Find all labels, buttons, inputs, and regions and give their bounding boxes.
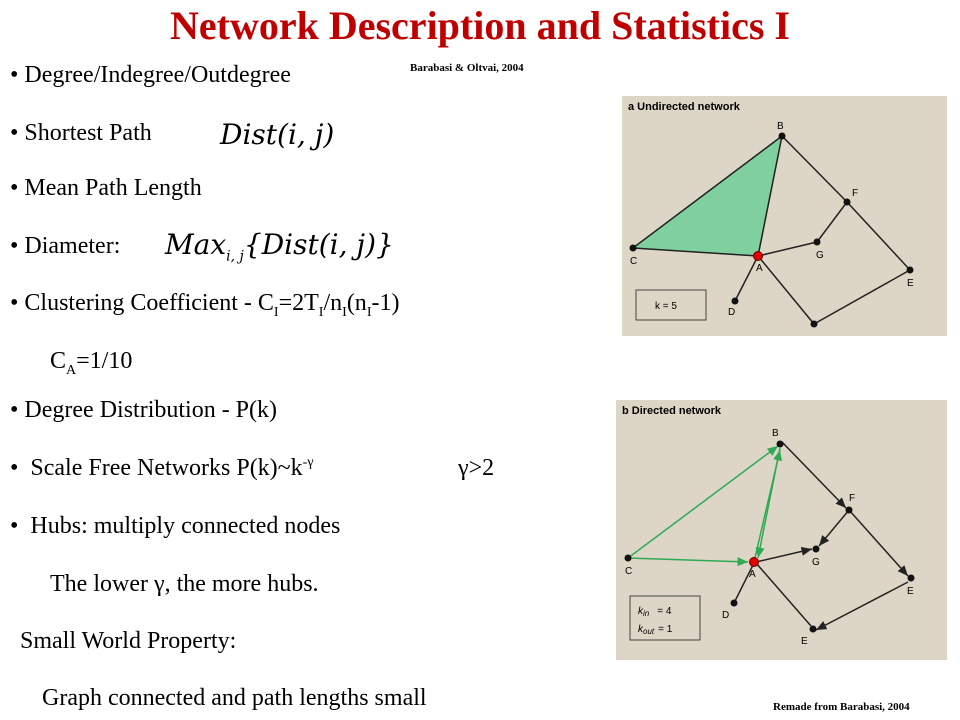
bullet-dot: • <box>10 290 19 316</box>
degree-text: Degree/Indegree/Outdegree <box>24 62 291 88</box>
label-a: A <box>749 569 756 580</box>
label-e: E <box>907 586 914 597</box>
label-g: G <box>812 557 820 568</box>
clustering-sub-3: I <box>342 304 347 320</box>
node-c <box>625 555 632 562</box>
graph-connected-text: Graph connected and path lengths small <box>42 685 427 711</box>
bullet-shortest-path <box>10 120 152 147</box>
edge-a-d <box>735 256 758 301</box>
node-f <box>846 507 853 514</box>
node-b <box>779 133 786 140</box>
kin-legend: $k_{in} = 4$ <box>638 606 672 618</box>
edge-f-e <box>849 510 908 576</box>
undirected-network-svg <box>622 96 947 336</box>
edge-c-b <box>628 446 778 558</box>
lower-gamma-text: The lower γ, the more hubs. <box>50 571 319 597</box>
bullet-diameter <box>10 233 120 260</box>
panel-a-title: a Undirected network <box>628 101 740 113</box>
edge-b-f <box>782 136 847 202</box>
node-e2 <box>810 626 817 633</box>
clustering-sub-4: I <box>366 304 372 320</box>
clustering-paren: (n <box>346 290 367 316</box>
label-d: D <box>728 307 736 318</box>
node-c <box>630 245 637 252</box>
node-g <box>813 546 820 553</box>
directed-network-svg <box>616 400 947 660</box>
bullet-mean-path <box>10 175 202 202</box>
clustering-example <box>50 348 132 379</box>
degree-dist-text: Degree Distribution - P(k) <box>24 397 278 423</box>
node-e <box>907 267 914 274</box>
node-g <box>814 239 821 246</box>
clustering-eq: =2T <box>278 290 319 316</box>
bullet-dot: • <box>10 120 19 146</box>
bullet-degree-distribution <box>10 397 277 424</box>
edge-f-g <box>817 202 847 242</box>
label-c: C <box>625 566 633 577</box>
diameter-text: Diameter: <box>24 233 121 259</box>
clustering-label: Clustering Coefficient - C <box>24 290 274 316</box>
ca-sub: A <box>66 362 77 378</box>
bullet-dot: • <box>10 513 19 539</box>
bullet-dot: • <box>10 455 19 481</box>
scale-free-text: Scale Free Networks P(k)~k <box>30 455 303 481</box>
edge-f-e <box>847 202 910 270</box>
edge-c-a <box>628 558 748 562</box>
label-d: D <box>722 610 730 621</box>
node-d <box>731 600 738 607</box>
edge-a-g <box>758 242 817 256</box>
panel-b-title: b Directed network <box>622 405 722 417</box>
label-b: B <box>777 121 784 132</box>
label-e2: E <box>801 636 808 647</box>
scale-free-exp: -γ <box>302 455 314 470</box>
label-b: B <box>772 428 779 439</box>
slide-title: Network Description and Statistics I <box>170 3 790 48</box>
citation-bottom: Remade from Barabasi, 2004 <box>773 701 910 713</box>
node-e <box>908 575 915 582</box>
undirected-network-figure <box>622 96 947 336</box>
triangle-fill <box>633 136 782 256</box>
node-e2 <box>811 321 818 328</box>
diameter-sub: i, j <box>226 248 244 265</box>
edge-b-a <box>758 448 780 558</box>
edge-e2-e <box>814 270 910 324</box>
ca-rest: =1/10 <box>76 348 133 374</box>
bullet-dot: • <box>10 233 19 259</box>
node-d <box>732 298 739 305</box>
citation-top: Barabasi & Oltvai, 2004 <box>410 62 524 74</box>
diameter-rest: {Dist(i, j)} <box>243 228 394 261</box>
label-e: E <box>907 278 914 289</box>
degree-legend-text: k = 5 <box>655 301 677 312</box>
bullet-dot: • <box>10 175 19 201</box>
edge-f-g <box>819 510 849 546</box>
clustering-div: /n <box>323 290 343 316</box>
node-b <box>777 441 784 448</box>
edge-a-e2 <box>758 256 814 324</box>
edge-a-e2 <box>756 563 811 626</box>
edge-a-g <box>756 549 812 562</box>
node-a-hub <box>750 558 759 567</box>
bullet-scale-free <box>10 455 314 482</box>
hubs-text: Hubs: multiply connected nodes <box>30 513 341 539</box>
diameter-formula <box>165 228 394 265</box>
shortest-path-formula: Dist(i, j) <box>220 118 335 151</box>
bullet-hubs <box>10 513 340 540</box>
label-c: C <box>630 256 638 267</box>
diameter-max: Max <box>165 228 227 261</box>
label-f: F <box>852 188 859 199</box>
node-a-hub <box>754 252 763 261</box>
bullet-dot: • <box>10 62 19 88</box>
edge-e-e2 <box>816 582 908 630</box>
node-f <box>844 199 851 206</box>
clustering-sub-2: I <box>318 304 324 320</box>
label-a: A <box>756 263 763 274</box>
bullet-degree <box>10 62 291 89</box>
ca-c: C <box>50 348 67 374</box>
mean-path-text: Mean Path Length <box>24 175 202 201</box>
kout-legend: $k_{out} = 1$ <box>638 624 673 636</box>
label-f: F <box>849 493 856 504</box>
clustering-sub-1: I <box>273 304 279 320</box>
edge-b-f <box>782 442 846 508</box>
small-world-text: Small World Property: <box>20 628 237 654</box>
directed-network-figure <box>616 400 947 660</box>
bullet-clustering <box>10 290 399 321</box>
gamma-condition: γ>2 <box>458 455 495 481</box>
bullet-dot: • <box>10 397 19 423</box>
shortest-path-text: Shortest Path <box>24 120 152 146</box>
label-g: G <box>816 250 824 261</box>
clustering-end: -1) <box>371 290 400 316</box>
